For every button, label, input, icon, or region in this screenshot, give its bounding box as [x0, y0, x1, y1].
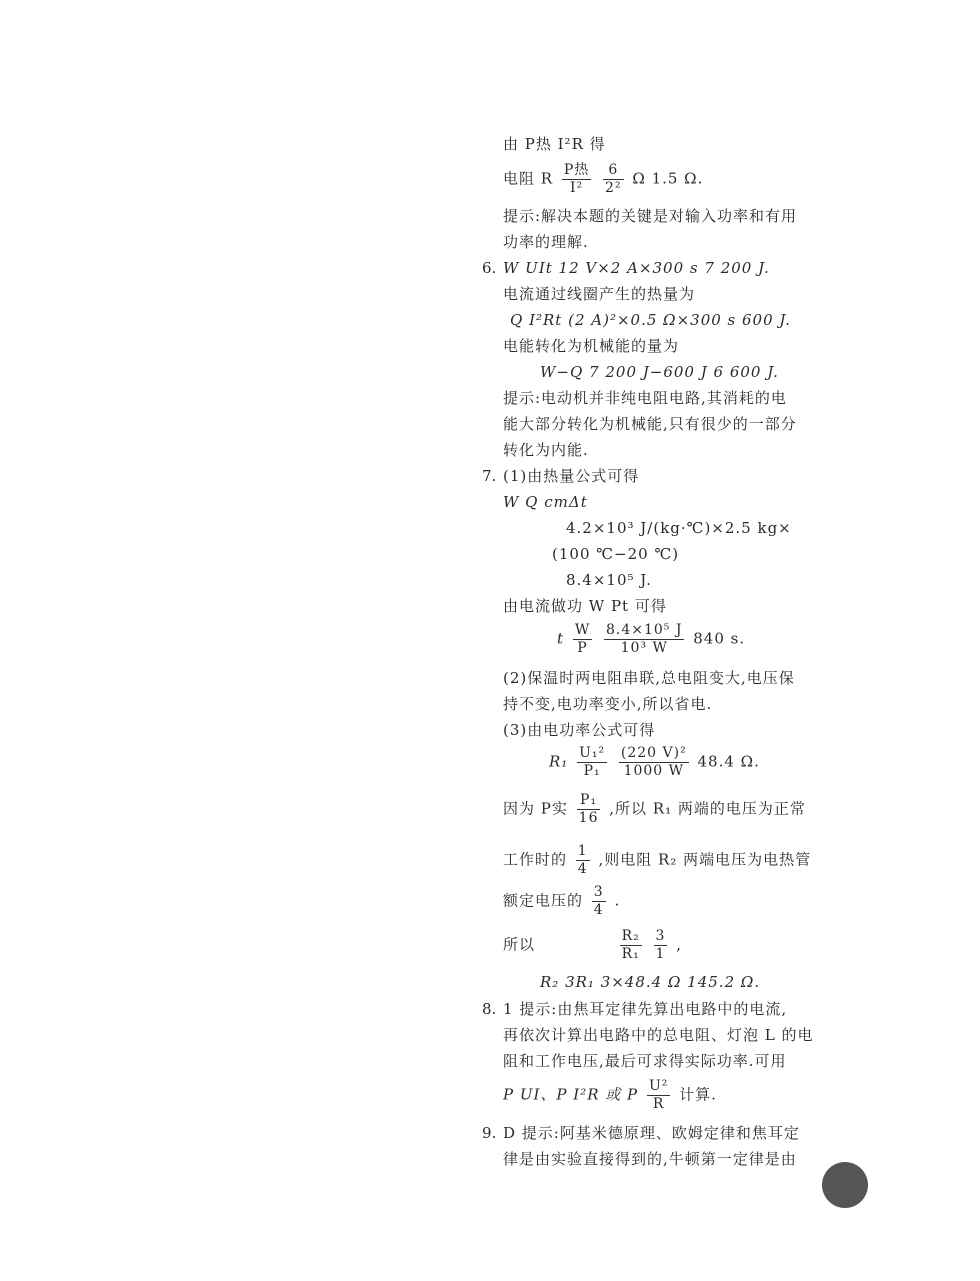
formula-line: [503, 1078, 717, 1113]
formula-line: W−Q 7 200 J−600 J 6 600 J.: [540, 363, 779, 381]
fraction: $\frac{1}{4}$: [577, 843, 588, 877]
formula-text: 所以: [503, 935, 536, 954]
hint-line: D 提示:阿基米德原理、欧姆定律和焦耳定: [503, 1124, 800, 1142]
formula-line: [549, 745, 760, 780]
fraction: $\frac{\text{U₁²}}{\text{P₁}}$: [579, 745, 606, 779]
hint-line: 再依次计算出电路中的总电阻、灯泡 L 的电: [503, 1026, 814, 1044]
formula-line: [503, 162, 703, 197]
page-corner-decoration: [822, 1162, 868, 1208]
text-line: 持不变,电功率变小,所以省电.: [503, 695, 713, 713]
hint-line: 律是由实验直接得到的,牛顿第一定律是由: [503, 1150, 797, 1168]
formula-line: 8.4×10⁵ J.: [566, 571, 652, 589]
formula-text: 电阻 R: [503, 169, 554, 188]
hint-line: 提示:解决本题的关键是对输入功率和有用: [503, 207, 798, 225]
formula-text: P UI、P I²R 或 P: [503, 1085, 639, 1104]
formula-text: 840 s.: [693, 629, 746, 648]
question-number: 9.: [482, 1124, 497, 1142]
hint-line: 能大部分转化为机械能,只有很少的一部分: [503, 415, 797, 433]
text-line: (2)保温时两电阻串联,总电阻变大,电压保: [503, 669, 795, 687]
fraction: $\frac{3}{4}$: [593, 884, 604, 918]
formula-text: t: [557, 629, 565, 648]
formula-text: ,: [676, 935, 682, 954]
formula-text: Ω 1.5 Ω.: [632, 169, 704, 188]
hint-line: 提示:电动机并非纯电阻电路,其消耗的电: [503, 389, 787, 407]
formula-text: 工作时的: [503, 850, 568, 869]
text-line: 电流通过线圈产生的热量为: [503, 285, 696, 303]
question-number: 7.: [482, 467, 497, 485]
fraction: $\frac{6}{\text{2²}}$: [605, 162, 622, 196]
fraction: $\frac{3}{1}$: [655, 928, 666, 962]
text-line: [503, 792, 806, 827]
fraction: $\frac{\text{P热}}{\text{I²}}$: [563, 162, 590, 196]
fraction: $\frac{\text{8.4×10⁵ J}}{\text{10³ W}}$: [605, 622, 683, 656]
question-number: 8.: [482, 1000, 497, 1018]
hint-line: 转化为内能.: [503, 441, 589, 459]
formula-line: [557, 622, 745, 657]
question-number: 6.: [482, 259, 497, 277]
formula-text: ,所以 R₁ 两端的电压为正常: [609, 799, 806, 818]
formula-text: 计算.: [679, 1085, 717, 1104]
fraction: $\frac{W}{P}$: [574, 622, 591, 656]
formula-text: R₁: [549, 752, 569, 771]
formula-line: W UIt 12 V×2 A×300 s 7 200 J.: [503, 259, 770, 277]
formula-text: 48.4 Ω.: [697, 752, 760, 771]
fraction: $\frac{\text{(220 V)²}}{1000 W}$: [620, 745, 687, 779]
fraction: $\frac{\text{U²}}{R}$: [648, 1078, 669, 1112]
text-line: [503, 843, 811, 878]
fraction: $\frac{\text{P₁}}{16}$: [578, 792, 599, 826]
formula-text: ,则电阻 R₂ 两端电压为电热管: [598, 850, 812, 869]
formula-line: [503, 928, 682, 963]
formula-line: (100 ℃−20 ℃): [552, 545, 680, 563]
formula-line: W Q cmΔt: [503, 493, 588, 511]
fraction: $\frac{\text{R₂}}{\text{R₁}}$: [621, 928, 640, 962]
formula-text: 额定电压的: [503, 891, 584, 910]
formula-line: R₂ 3R₁ 3×48.4 Ω 145.2 Ω.: [540, 973, 761, 991]
hint-line: 1 提示:由焦耳定律先算出电路中的电流,: [503, 1000, 788, 1018]
text-line: 电能转化为机械能的量为: [503, 337, 680, 355]
formula-line: Q I²Rt (2 A)²×0.5 Ω×300 s 600 J.: [510, 311, 792, 329]
hint-line: 阻和工作电压,最后可求得实际功率.可用: [503, 1052, 787, 1070]
hint-line: 功率的理解.: [503, 233, 589, 251]
formula-line: 由 P热 I²R 得: [503, 135, 606, 153]
text-line: (3)由电功率公式可得: [503, 721, 656, 739]
text-line: (1)由热量公式可得: [503, 467, 640, 485]
text-line: [503, 884, 620, 919]
formula-line: 4.2×10³ J/(kg·℃)×2.5 kg×: [566, 519, 792, 537]
formula-text: 因为 P实: [503, 799, 568, 818]
text-line: 由电流做功 W Pt 可得: [503, 597, 667, 615]
formula-text: .: [614, 891, 621, 910]
